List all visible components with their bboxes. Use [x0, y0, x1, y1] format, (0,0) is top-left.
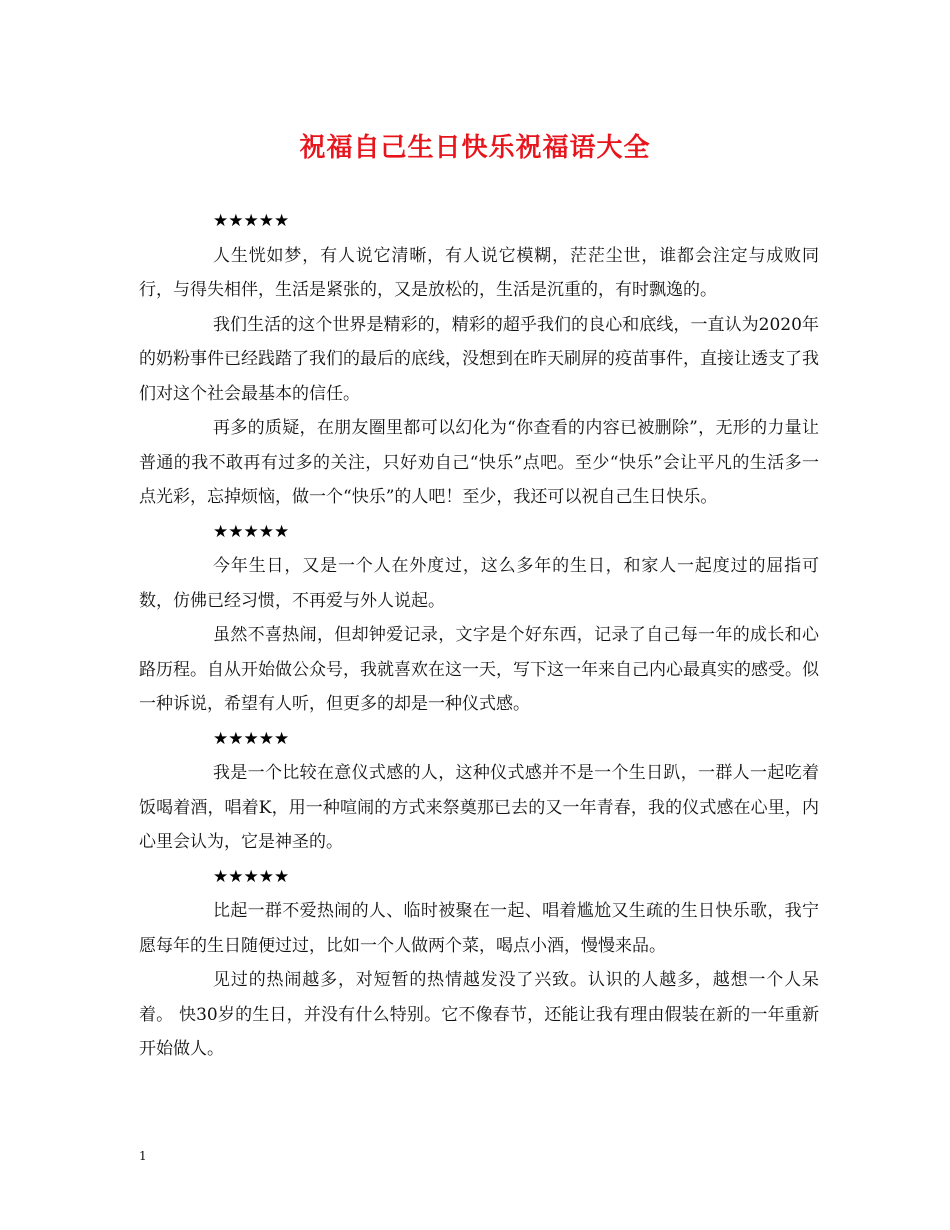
- paragraph: 虽然不喜热闹，但却钟爱记录，文字是个好东西，记录了自己每一年的成长和心路历程。自从开始做公众号，我就喜欢在这一天，写下这一年来自己内心最真实的感受。似一种诉说，希望有人听，但更多的却是一种仪式感。: [139, 625, 819, 714]
- page-title: 祝福自己生日快乐祝福语大全: [299, 133, 651, 163]
- star-rating-divider: ★★★★★: [213, 866, 290, 887]
- paragraph: 人生恍如梦，有人说它清晰，有人说它模糊，茫茫尘世，谁都会注定与成败同行，与得失相伴，生活是紧张的，又是放松的，生活是沉重的，有时飘逸的。: [139, 245, 819, 300]
- star-rating-divider: ★★★★★: [213, 728, 290, 749]
- section-3: [139, 722, 819, 860]
- section-2: [139, 515, 819, 722]
- page-number: 1: [139, 1149, 147, 1163]
- star-rating-divider: ★★★★★: [213, 521, 290, 542]
- paragraph: 我是一个比较在意仪式感的人，这种仪式感并不是一个生日趴，一群人一起吃着饭喝着酒，唱着K，用一种喧闹的方式来祭奠那已去的又一年青春，我的仪式感在心里，内心里会认为，它是神圣的。: [139, 763, 819, 852]
- section-1: [139, 204, 819, 515]
- section-4: [139, 860, 819, 1067]
- paragraph: 见过的热闹越多，对短暂的热情越发没了兴致。认识的人越多，越想一个人呆着。 快30岁的生日，并没有什么特别。它不像春节，还能让我有理由假装在新的一年重新开始做人。: [139, 970, 819, 1059]
- document-body: [139, 204, 819, 1067]
- paragraph: 我们生活的这个世界是精彩的，精彩的超乎我们的良心和底线，一直认为2020年的奶粉事件已经践踏了我们的最后的底线，没想到在昨天刷屏的疫苗事件，直接让透支了我们对这个社会最基本的信任。: [139, 314, 819, 404]
- star-rating-divider: ★★★★★: [213, 211, 290, 231]
- paragraph: 再多的质疑，在朋友圈里都可以幻化为“你查看的内容已被删除”，无形的力量让普通的我不敢再有过多的关注，只好劝自己“快乐”点吧。至少“快乐”会让平凡的生活多一点光彩，忘掉烦恼，做一个“快乐”的人吧！至少，我还可以祝自己生日快乐。: [139, 418, 819, 507]
- paragraph: 比起一群不爱热闹的人、临时被聚在一起、唱着尴尬又生疏的生日快乐歌，我宁愿每年的生日随便过过，比如一个人做两个菜，喝点小酒，慢慢来品。: [139, 901, 819, 956]
- paragraph: 今年生日，又是一个人在外度过，这么多年的生日，和家人一起度过的屈指可数，仿佛已经习惯，不再爱与外人说起。: [139, 556, 819, 611]
